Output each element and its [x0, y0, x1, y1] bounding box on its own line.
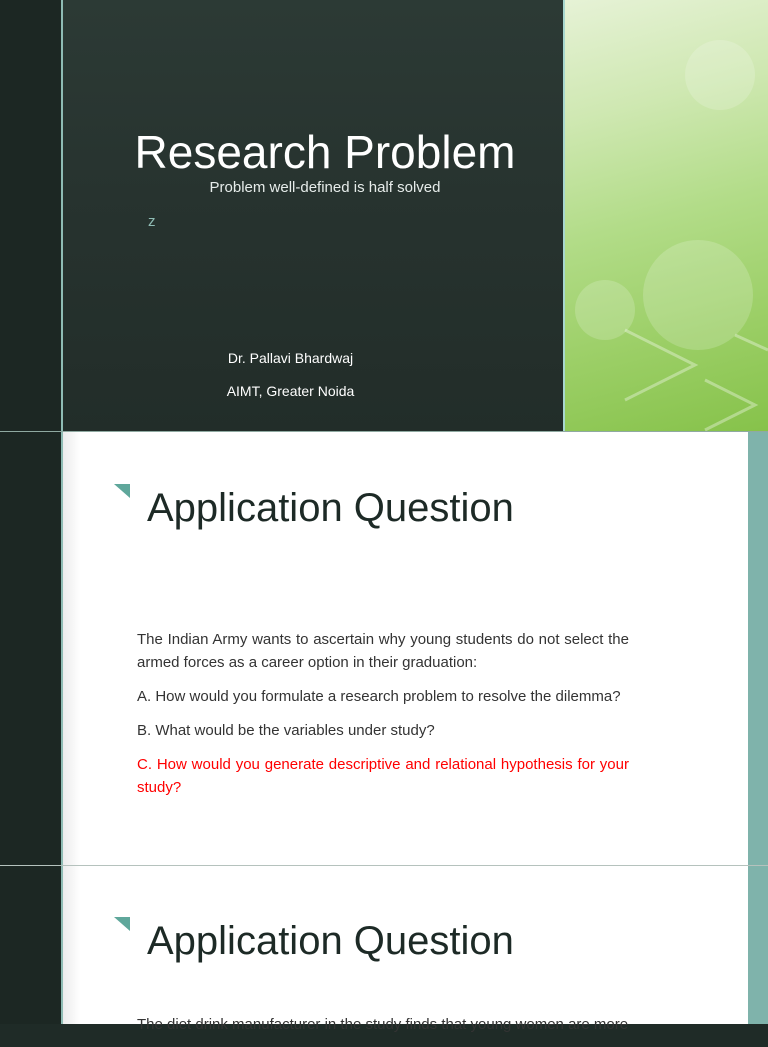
- content-shadow: [63, 432, 80, 865]
- chevron-pattern-icon: [565, 0, 768, 432]
- left-bar: [0, 432, 61, 865]
- left-bar: [0, 866, 61, 1024]
- right-accent-strip: [748, 866, 768, 1024]
- slide-mark: z: [148, 213, 156, 230]
- body-paragraph: The diet drink manufacturer in the study finds that young women are more: [137, 1016, 629, 1033]
- application-question-slide-2: [0, 866, 768, 1033]
- slide-title: Application Question: [147, 919, 514, 963]
- body-paragraph: A. How would you formulate a research problem to resolve the dilemma?: [137, 688, 621, 705]
- content-shadow: [63, 866, 80, 1024]
- author-name: Dr. Pallavi Bhardwaj: [227, 350, 354, 366]
- body-paragraph: The Indian Army wants to ascertain why young students do not select the armed forces as a career option in their graduation:: [137, 631, 629, 671]
- slide-body: [137, 628, 629, 810]
- right-accent-strip: [748, 432, 768, 865]
- triangle-bullet-icon: [114, 917, 130, 931]
- presentation-title: Research Problem: [134, 126, 516, 178]
- body-paragraph: B. What would be the variables under study?: [137, 722, 435, 739]
- highlighted-question: C. How would you generate descriptive and relational hypothesis for your study?: [137, 756, 629, 796]
- presentation-subtitle: Problem well-defined is half solved: [209, 179, 441, 196]
- title-slide: [0, 0, 768, 432]
- author-organization: AIMT, Greater Noida: [226, 383, 355, 399]
- slide-title: Application Question: [147, 486, 514, 530]
- left-bar: [0, 0, 61, 432]
- triangle-bullet-icon: [114, 484, 130, 498]
- application-question-slide-1: [0, 432, 768, 865]
- slide-body: [137, 1013, 629, 1047]
- green-decorative-image: [565, 0, 768, 432]
